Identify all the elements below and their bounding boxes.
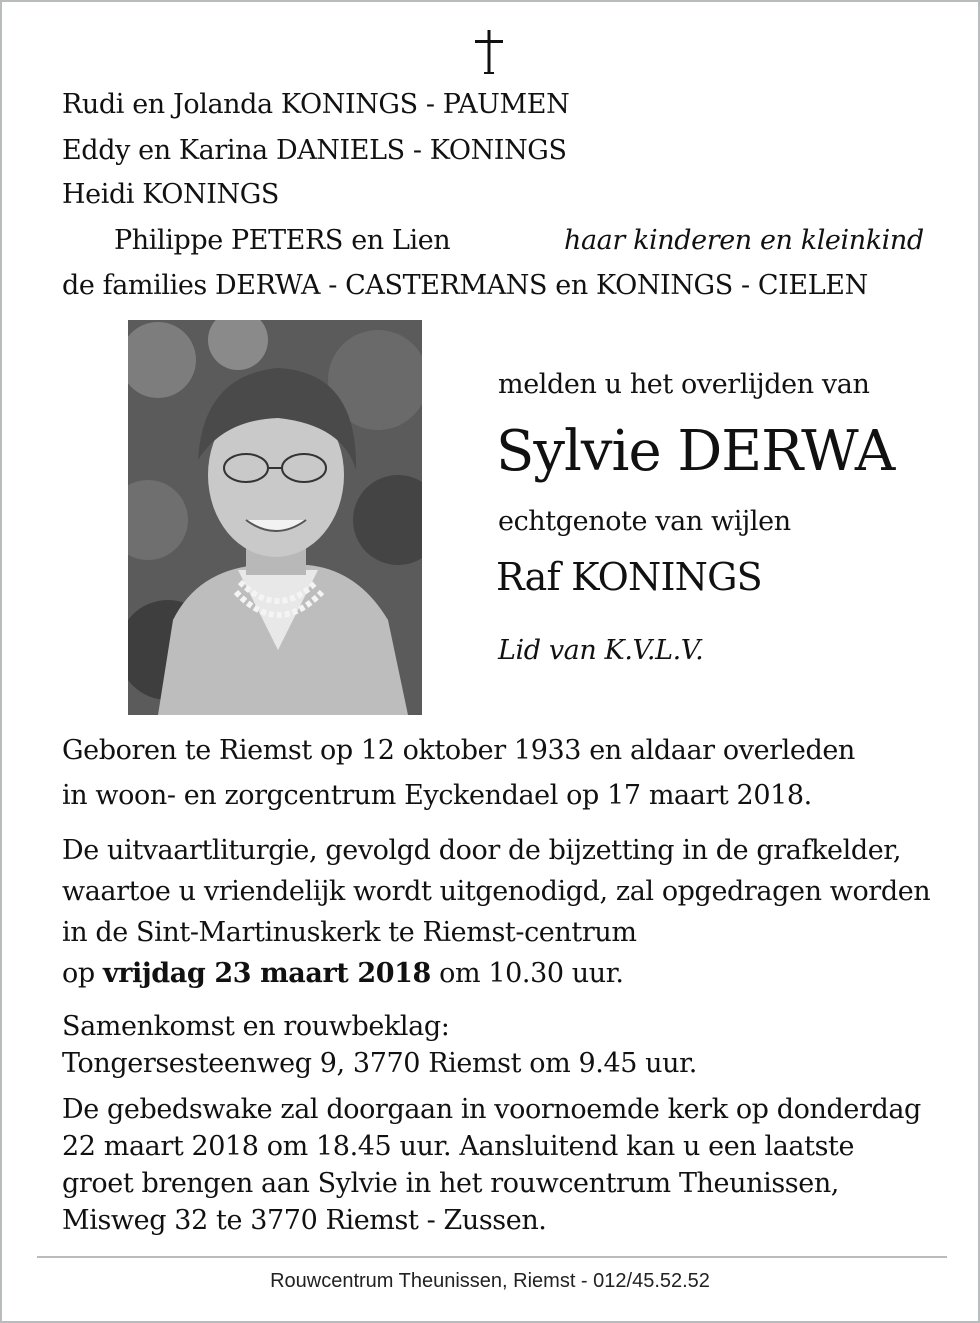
birth-line-2: in woon- en zorgcentrum Eyckendael op 17 maart 2018.: [62, 780, 812, 811]
vigil-line-2: 22 maart 2018 om 18.45 uur. Aansluitend kan u een laatste: [62, 1131, 855, 1162]
relation-text: echtgenote van wijlen: [498, 506, 791, 537]
vigil-line-1: De gebedswake zal doorgaan in voornoemde kerk op donderdag: [62, 1094, 921, 1125]
announcer-role: haar kinderen en kleinkind: [564, 225, 924, 256]
gathering-line-2: Tongersesteenweg 9, 3770 Riemst om 9.45 uur.: [62, 1048, 697, 1079]
announcer-line-5: de families DERWA - CASTERMANS en KONINGS - CIELEN: [62, 270, 868, 301]
funeral-line-3: in de Sint-Martinuskerk te Riemst-centrum: [62, 917, 637, 948]
funeral-line-2: waartoe u vriendelijk wordt uitgenodigd, zal opgedragen worden: [62, 876, 931, 907]
announcer-line-1: Rudi en Jolanda KONINGS - PAUMEN: [62, 89, 570, 120]
funeral-time: om 10.30 uur.: [439, 958, 624, 989]
gathering-line-1: Samenkomst en rouwbeklag:: [62, 1011, 450, 1042]
birth-line-1: Geboren te Riemst op 12 oktober 1933 en aldaar overleden: [62, 735, 855, 766]
membership-text: Lid van K.V.L.V.: [498, 635, 704, 666]
vigil-line-4: Misweg 32 te 3770 Riemst - Zussen.: [62, 1205, 547, 1236]
vigil-line-3: groet brengen aan Sylvie in het rouwcentrum Theunissen,: [62, 1168, 839, 1199]
announcer-line-2: Eddy en Karina DANIELS - KONINGS: [62, 135, 567, 166]
spouse-name: Raf KONINGS: [496, 555, 762, 599]
portrait-photo: [128, 320, 422, 715]
footer-text: Rouwcentrum Theunissen, Riemst - 012/45.52.52: [270, 1270, 710, 1292]
cross-icon: [471, 28, 507, 76]
funeral-date: vrijdag 23 maart 2018: [102, 958, 431, 989]
footer-divider: [37, 1256, 947, 1258]
deceased-name: Sylvie DERWA: [496, 419, 895, 484]
announcer-line-4: Philippe PETERS en Lien: [114, 225, 451, 256]
funeral-line-1: De uitvaartliturgie, gevolgd door de bijzetting in de grafkelder,: [62, 835, 902, 866]
funeral-prefix: op: [62, 958, 95, 989]
funeral-line-4: [62, 957, 624, 991]
announcer-line-3: Heidi KONINGS: [62, 179, 280, 210]
announcement-intro: melden u het overlijden van: [498, 369, 870, 400]
